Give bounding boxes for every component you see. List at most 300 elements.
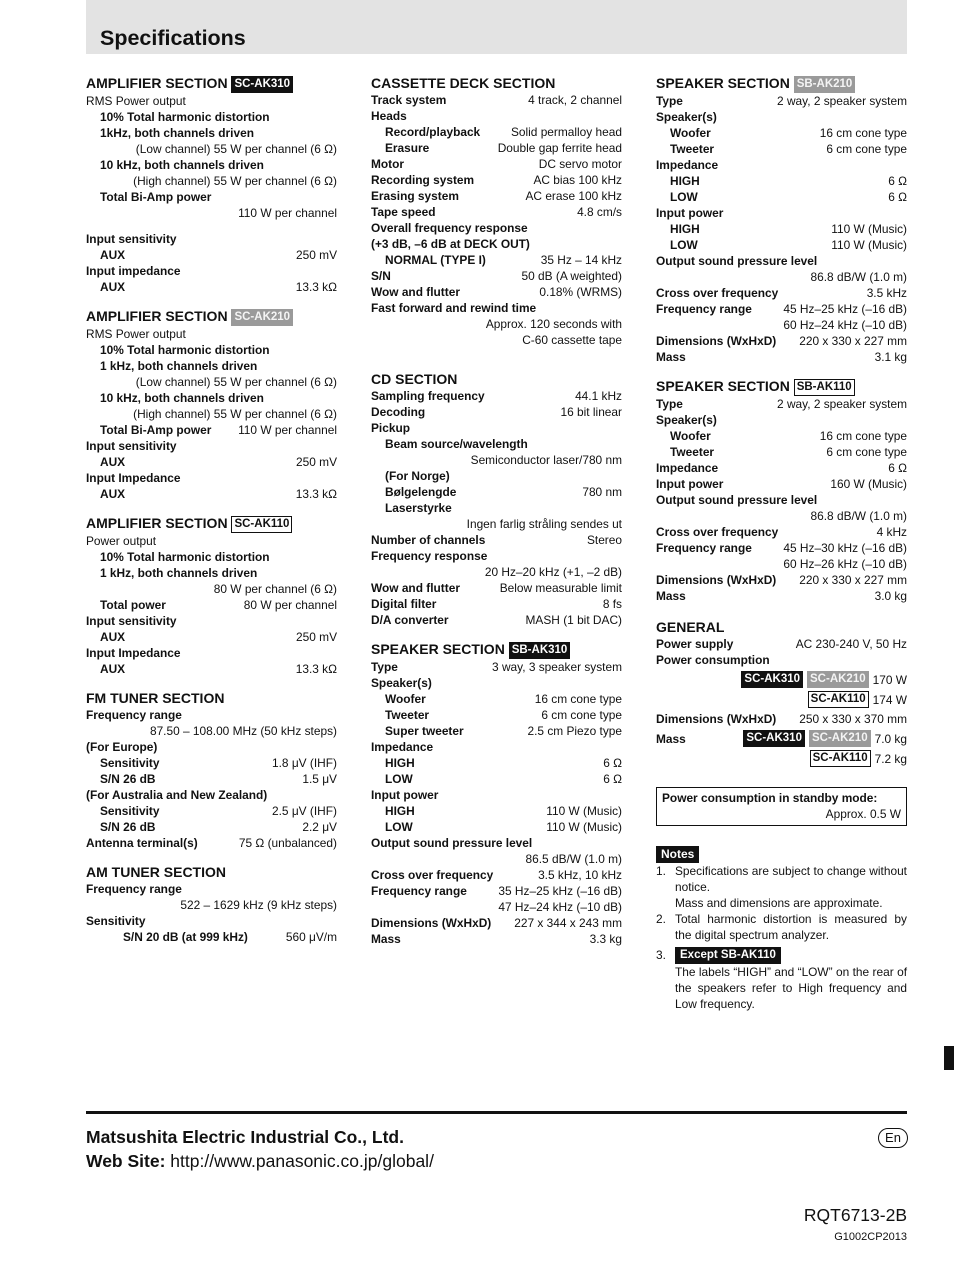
spec-row (86, 613, 337, 629)
mass-row-1 (656, 730, 907, 747)
spec-label: Track system (371, 93, 447, 107)
spec-label: LOW (385, 772, 413, 786)
spec-row (656, 636, 907, 652)
spec-row (656, 237, 907, 253)
spec-label: Input sensitivity (86, 439, 177, 453)
model-badge: SB-AK310 (509, 642, 571, 659)
spec-value-line: 20 Hz–20 kHz (+1, –2 dB) (484, 565, 622, 579)
spec-label: Woofer (385, 692, 426, 706)
spec-row (656, 205, 907, 221)
spec-label: HIGH (670, 222, 700, 236)
spec-value: 1.5 μV (302, 772, 337, 786)
spec-label: Dimensions (WxHxD) (656, 334, 777, 348)
spec-value: 45 Hz–25 kHz (–16 dB) (783, 302, 907, 316)
spec-label: Dimensions (WxHxD) (656, 712, 777, 726)
model-badge: SC-AK310 (743, 730, 805, 747)
spec-row (371, 532, 622, 548)
spec-label: HIGH (385, 804, 415, 818)
spec-row (86, 881, 337, 897)
spec-row (656, 301, 907, 317)
spec-row (86, 454, 337, 470)
spec-section (86, 689, 337, 851)
spec-label: Recording system (371, 173, 475, 187)
section-title (86, 514, 337, 533)
spec-value: 35 Hz – 14 kHz (540, 253, 622, 267)
spec-row (371, 252, 622, 268)
spec-label: NORMAL (TYPE I) (385, 253, 486, 267)
spec-row (86, 470, 337, 486)
spec-value: 45 Hz–30 kHz (–16 dB) (783, 541, 907, 555)
spec-row (656, 572, 907, 588)
spec-row (86, 755, 337, 771)
section-title-text: AMPLIFIER SECTION (86, 515, 228, 531)
spec-label: Dimensions (WxHxD) (656, 573, 777, 587)
spec-label: Output sound pressure level (656, 493, 818, 507)
spec-row (86, 125, 337, 141)
spec-row (371, 108, 622, 124)
spec-row (371, 612, 622, 628)
power-consumption-row-2 (656, 691, 907, 708)
spec-value: 174 W (872, 692, 907, 707)
spec-label: LOW (670, 238, 698, 252)
spec-value: 780 nm (582, 485, 622, 499)
spec-row (371, 388, 622, 404)
spec-section (371, 370, 622, 628)
spec-label: Tweeter (670, 445, 715, 459)
spec-label: S/N 26 dB (100, 820, 156, 834)
spec-column-1 (86, 74, 337, 945)
spec-value: 16 cm cone type (534, 692, 622, 706)
website-line (86, 1149, 434, 1173)
section-title (86, 863, 337, 881)
spec-label: LOW (385, 820, 413, 834)
spec-row (371, 691, 622, 707)
spec-label: Sensitivity (100, 756, 160, 770)
spec-value-line: (Low channel) 55 W per channel (6 Ω) (135, 375, 337, 389)
spec-row (656, 93, 907, 109)
spec-row (86, 231, 337, 247)
spec-value: 160 W (Music) (830, 477, 907, 491)
spec-section (371, 640, 622, 947)
spec-value-line: Semiconductor laser/780 nm (470, 453, 622, 467)
spec-row (86, 707, 337, 723)
spec-row (371, 771, 622, 787)
spec-label: Output sound pressure level (656, 254, 818, 268)
spec-row (371, 284, 622, 300)
spec-section (656, 377, 907, 604)
spec-label: AUX (100, 248, 126, 262)
spec-row (371, 92, 622, 108)
spec-label: Input sensitivity (86, 232, 177, 246)
model-badge: SC-AK310 (741, 671, 803, 688)
model-badge: SB-AK210 (794, 76, 856, 93)
spec-label: Speaker(s) (371, 676, 432, 690)
spec-value: 3.3 kg (589, 932, 622, 946)
spec-label: 1 kHz, both channels driven (100, 359, 258, 373)
spec-label: Output sound pressure level (371, 836, 533, 850)
spec-label: Heads (371, 109, 407, 123)
spec-value: 3.5 kHz (866, 286, 907, 300)
spec-row (656, 125, 907, 141)
note-text: Total harmonic distortion is measured by the digital spectrum analyzer. (675, 912, 907, 942)
spec-value: 6 Ω (603, 772, 622, 786)
spec-row (371, 931, 622, 947)
spec-label: Tweeter (670, 142, 715, 156)
spec-row (86, 109, 337, 125)
model-badge: SC-AK210 (809, 730, 871, 747)
spec-label: (For Australia and New Zealand) (86, 788, 268, 802)
spec-label: Input Impedance (86, 646, 181, 660)
spec-value-line: (Low channel) 55 W per channel (6 Ω) (135, 142, 337, 156)
spec-row (656, 349, 907, 365)
row-spacer (86, 221, 337, 231)
spec-row (656, 412, 907, 428)
spec-value: 2 way, 2 speaker system (777, 397, 907, 411)
spec-row (371, 787, 622, 803)
note-text-wrap (675, 863, 907, 911)
spec-row (86, 739, 337, 755)
note-text: Specifications are subject to change without notice. (675, 864, 907, 894)
spec-label: Mass (656, 350, 686, 364)
spec-row (86, 247, 337, 263)
spec-value: 80 W per channel (243, 598, 337, 612)
spec-section (656, 74, 907, 365)
spec-label: 10% Total harmonic distortion (100, 110, 270, 124)
spec-row (371, 580, 622, 596)
spec-row (371, 723, 622, 739)
section-title-text: CD SECTION (371, 371, 458, 387)
spec-row (656, 141, 907, 157)
spec-value: AC bias 100 kHz (533, 173, 622, 187)
spec-row (656, 396, 907, 412)
spec-value: 170 W (872, 672, 907, 687)
spec-label: Frequency range (656, 541, 752, 555)
spec-value: 220 x 330 x 227 mm (799, 573, 907, 587)
spec-value-line: 86.5 dB/W (1.0 m) (525, 852, 622, 866)
spec-row (371, 204, 622, 220)
spec-row (656, 444, 907, 460)
notes-label: Notes (656, 846, 699, 863)
spec-value: DC servo motor (538, 157, 622, 171)
spec-row (86, 263, 337, 279)
note-number: 3. (656, 948, 666, 962)
spec-value: 1.8 μV (IHF) (272, 756, 337, 770)
spec-row (371, 236, 622, 252)
spec-value: 6 Ω (603, 756, 622, 770)
spec-label: AUX (100, 455, 126, 469)
spec-row (86, 929, 337, 945)
spec-label: Woofer (670, 429, 711, 443)
spec-label: AUX (100, 487, 126, 501)
spec-row (656, 189, 907, 205)
spec-value: 7.2 kg (874, 751, 907, 766)
spec-label: LOW (670, 190, 698, 204)
spec-row (371, 835, 622, 851)
spec-value-line: 47 Hz–24 kHz (–10 dB) (498, 900, 622, 914)
website-url: http://www.panasonic.co.jp/global/ (170, 1151, 434, 1171)
spec-value: 3 way, 3 speaker system (492, 660, 622, 674)
spec-label: Impedance (371, 740, 434, 754)
spec-value-line: 110 W per channel (238, 206, 337, 220)
spec-row (656, 652, 907, 668)
spec-row (86, 661, 337, 677)
spec-value: 6 Ω (888, 461, 907, 475)
spec-label: S/N 26 dB (100, 772, 156, 786)
document-code: RQT6713-2B (803, 1205, 907, 1225)
spec-label: Total Bi-Amp power (100, 423, 212, 437)
spec-label: Erasure (385, 141, 430, 155)
spec-label: Input power (656, 206, 724, 220)
spec-label: Frequency range (86, 882, 182, 896)
spec-row (86, 645, 337, 661)
spec-value: 3.5 kHz, 10 kHz (538, 868, 622, 882)
spec-value: 13.3 kΩ (295, 662, 337, 676)
spec-value: 2.5 μV (IHF) (272, 804, 337, 818)
section-title (371, 74, 622, 92)
spec-label: Frequency range (371, 884, 467, 898)
spec-value: 110 W (Music) (546, 820, 622, 834)
spec-value: 4.8 cm/s (577, 205, 622, 219)
spec-label: Speaker(s) (656, 413, 717, 427)
model-badge: SC-AK110 (808, 691, 869, 708)
spec-label: Sensitivity (86, 914, 146, 928)
section-title (371, 640, 622, 659)
spec-row (371, 156, 622, 172)
section-title-text: AMPLIFIER SECTION (86, 75, 228, 91)
note-text: Mass and dimensions are approximate. (675, 896, 883, 910)
spec-row (656, 492, 907, 508)
model-badge: SC-AK110 (810, 750, 871, 767)
spec-value-line: Approx. 120 seconds with (485, 317, 622, 331)
model-badge: SB-AK110 (794, 379, 855, 396)
section-title (656, 74, 907, 93)
note-number: 1. (656, 864, 666, 878)
spec-section (86, 74, 337, 295)
spec-label: Mass (371, 932, 401, 946)
spec-label: Speaker(s) (656, 110, 717, 124)
spec-section (86, 863, 337, 945)
spec-row (86, 803, 337, 819)
spec-row (371, 420, 622, 436)
spec-value: Stereo (586, 533, 622, 547)
notes-section (656, 846, 907, 1012)
spec-row (656, 253, 907, 269)
spec-label: Mass (656, 731, 686, 746)
spec-row (86, 597, 337, 613)
spec-row (86, 629, 337, 645)
spec-label: Pickup (371, 421, 410, 435)
spec-row (371, 220, 622, 236)
spec-label: Sensitivity (100, 804, 160, 818)
spec-label: Power output (86, 534, 157, 548)
spec-value: 8 fs (602, 597, 622, 611)
spec-row (371, 675, 622, 691)
spec-row (86, 913, 337, 929)
spec-row (371, 500, 622, 516)
spec-label: 1kHz, both channels driven (100, 126, 254, 140)
spec-label: 1 kHz, both channels driven (100, 566, 258, 580)
spec-label: Impedance (656, 158, 719, 172)
spec-value-line: 86.8 dB/W (1.0 m) (810, 270, 907, 284)
spec-value: 0.18% (WRMS) (539, 285, 622, 299)
spec-row (656, 540, 907, 556)
spec-label: Fast forward and rewind time (371, 301, 537, 315)
spec-row (656, 285, 907, 301)
page-header (86, 0, 907, 54)
spec-value: 4 track, 2 channel (528, 93, 622, 107)
spec-label: Decoding (371, 405, 426, 419)
spec-row (656, 221, 907, 237)
spec-label: 10 kHz, both channels driven (100, 158, 264, 172)
spec-label: Input sensitivity (86, 614, 177, 628)
standby-box (656, 787, 907, 826)
spec-value: 13.3 kΩ (295, 280, 337, 294)
spec-label: Antenna terminal(s) (86, 836, 198, 850)
spec-row (656, 109, 907, 125)
spec-value: 13.3 kΩ (295, 487, 337, 501)
spec-row (371, 436, 622, 452)
spec-label: Dimensions (WxHxD) (371, 916, 492, 930)
standby-title: Power consumption in standby mode: (662, 791, 878, 805)
model-badge: SC-AK110 (231, 516, 292, 533)
spec-value-line: 80 W per channel (6 Ω) (213, 582, 337, 596)
spec-value: 3.1 kg (874, 350, 907, 364)
spec-label: Type (656, 397, 683, 411)
spec-label: Motor (371, 157, 405, 171)
spec-value: 2 way, 2 speaker system (777, 94, 907, 108)
spec-label: Type (371, 660, 398, 674)
spec-row (656, 588, 907, 604)
spec-label: RMS Power output (86, 94, 186, 108)
spec-row (86, 549, 337, 565)
spec-value: 220 x 330 x 227 mm (799, 334, 907, 348)
spec-value: 3.0 kg (874, 589, 907, 603)
spec-label: Frequency response (371, 549, 488, 563)
spec-label: Wow and flutter (371, 285, 460, 299)
spec-value: Solid permalloy head (510, 125, 622, 139)
spec-value-line: 86.8 dB/W (1.0 m) (810, 509, 907, 523)
spec-label: Digital filter (371, 597, 437, 611)
spec-label: Sampling frequency (371, 389, 485, 403)
spec-row (656, 524, 907, 540)
spec-value: 16 bit linear (560, 405, 622, 419)
spec-row (86, 565, 337, 581)
note-text-wrap (675, 947, 907, 1012)
note-item (656, 911, 907, 943)
section-title-text: SPEAKER SECTION (656, 75, 790, 91)
spec-value: 6 Ω (888, 174, 907, 188)
spec-value: 250 mV (296, 248, 337, 262)
section-title-text: AM TUNER SECTION (86, 864, 226, 880)
spec-value: 6 cm cone type (541, 708, 622, 722)
section-title (86, 74, 337, 93)
spec-value: 110 W (Music) (831, 238, 907, 252)
section-title-text: SPEAKER SECTION (656, 378, 790, 394)
mass-row-2 (656, 750, 907, 767)
spec-row (371, 548, 622, 564)
spec-row (86, 771, 337, 787)
model-badge: SC-AK310 (231, 76, 293, 93)
spec-row (656, 333, 907, 349)
spec-row (371, 803, 622, 819)
spec-label: Impedance (656, 461, 719, 475)
spec-value: 250 mV (296, 630, 337, 644)
spec-value: 2.2 μV (302, 820, 337, 834)
spec-column-3 (656, 74, 907, 1012)
spec-row (371, 739, 622, 755)
spec-row (656, 428, 907, 444)
spec-value-line: C-60 cassette tape (522, 333, 622, 347)
spec-row (86, 422, 337, 438)
spec-row (371, 188, 622, 204)
spec-label: Laserstyrke (385, 501, 452, 515)
spec-label: Erasing system (371, 189, 459, 203)
spec-row (371, 867, 622, 883)
page-edge-tab (944, 1046, 954, 1070)
spec-label: Power consumption (656, 653, 770, 667)
spec-value-line: 87.50 – 108.00 MHz (50 kHz steps) (149, 724, 337, 738)
spec-row (656, 157, 907, 173)
model-badge: SC-AK210 (807, 671, 869, 688)
spec-label: Beam source/wavelength (385, 437, 528, 451)
spec-value: 227 x 344 x 243 mm (514, 916, 622, 930)
spec-label: (For Europe) (86, 740, 158, 754)
section-title (86, 307, 337, 326)
spec-value: 110 W (Music) (831, 222, 907, 236)
spec-value: Below measurable limit (499, 581, 622, 595)
company-name: Matsushita Electric Industrial Co., Ltd. (86, 1127, 404, 1147)
section-title: GENERAL (656, 619, 725, 635)
spec-row (86, 819, 337, 835)
spec-value: 44.1 kHz (575, 389, 622, 403)
spec-value: 250 mV (296, 455, 337, 469)
spec-value: 35 Hz–25 kHz (–16 dB) (498, 884, 622, 898)
spec-value-line: (High channel) 55 W per channel (6 Ω) (133, 407, 337, 421)
note-item (656, 863, 907, 911)
power-consumption-row-1 (656, 671, 907, 688)
spec-value: 7.0 kg (874, 731, 907, 746)
spec-row (371, 268, 622, 284)
spec-section (86, 307, 337, 502)
spec-value-line: 60 Hz–26 kHz (–10 dB) (783, 557, 907, 571)
spec-value: 75 Ω (unbalanced) (238, 836, 337, 850)
spec-row (86, 157, 337, 173)
spec-row (371, 468, 622, 484)
spec-label: Input power (656, 477, 724, 491)
spec-row (371, 300, 622, 316)
spec-row (86, 835, 337, 851)
spec-label: Tape speed (371, 205, 436, 219)
spec-row (86, 279, 337, 295)
spec-row (656, 460, 907, 476)
section-title-text: AMPLIFIER SECTION (86, 308, 228, 324)
spec-row (371, 596, 622, 612)
spec-row (656, 476, 907, 492)
section-title-text: CASSETTE DECK SECTION (371, 75, 556, 91)
spec-label: Total Bi-Amp power (100, 190, 212, 204)
spec-label: AUX (100, 280, 126, 294)
spec-label: Tweeter (385, 708, 430, 722)
spec-label: Overall frequency response (371, 221, 528, 235)
footer-divider (86, 1111, 907, 1114)
spec-label: 10% Total harmonic distortion (100, 550, 270, 564)
spec-label: RMS Power output (86, 327, 186, 341)
spec-row (371, 707, 622, 723)
spec-label: Input power (371, 788, 439, 802)
spec-label: Input Impedance (86, 471, 181, 485)
spec-value: 6 Ω (888, 190, 907, 204)
spec-label: Input impedance (86, 264, 181, 278)
